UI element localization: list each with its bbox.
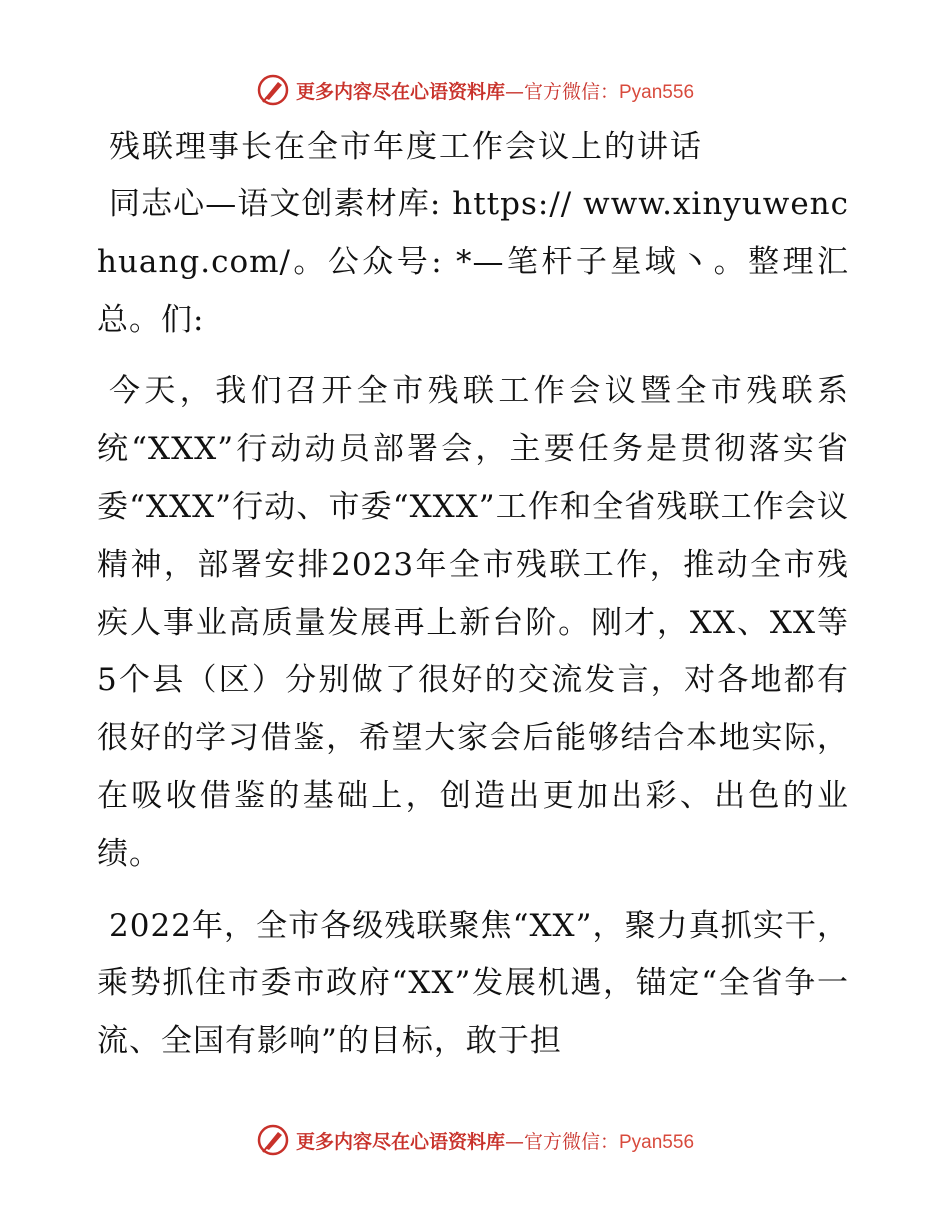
quill-pen-logo-icon [256,1123,290,1157]
body-paragraph-2: 2022年，全市各级残联聚焦“XX”，聚力真抓实干，乘势抓住市委市政府“XX”发展机遇，锚定“全省争一流、全国有影响”的目标，敢于担 [97,907,849,1060]
watermark-main: 更多内容尽在心语资料库 [295,1130,505,1153]
watermark-separator: — [504,1130,524,1153]
watermark-text [296,1127,694,1154]
body-paragraph-1: 今天，我们召开全市残联工作会议暨全市残联系统“XXX”行动动员部署会，主要任务是贯彻落实省委“XXX”行动、市委“XXX”工作和全省残联工作会议精神，部署安排2023年全市残联工作，推动全市残疾人事业高质量发展再上新台阶。刚才，XX、XX等5个县（区）分别做了很好的交流发言，对各地都有很好的学习借鉴，希望大家会后能够结合本地实际，在吸收借鉴的基础上，创造出更加出彩、出色的业绩。 [97,373,849,872]
document-title: 残联理事长在全市年度工作会议上的讲话 [109,129,703,165]
footer-watermark [0,1120,950,1160]
salutation-paragraph: 同志心—语文创素材库: https:// www.xinyuwenchuang.com/。公众号: *—笔杆子星域丶。整理汇总。们: [97,186,849,338]
watermark-main: 更多内容尽在心语资料库 [295,80,505,103]
watermark-wechat-label: 官方微信： [523,1130,619,1153]
quill-pen-logo-icon [256,73,290,107]
watermark-text [296,77,694,104]
watermark-wechat-label: 官方微信： [523,80,619,103]
document-body [97,118,849,1071]
watermark-wechat-id: Pyan556 [619,81,695,103]
watermark-wechat-id: Pyan556 [619,1131,695,1153]
watermark-separator: — [504,80,524,103]
header-watermark [0,70,950,110]
